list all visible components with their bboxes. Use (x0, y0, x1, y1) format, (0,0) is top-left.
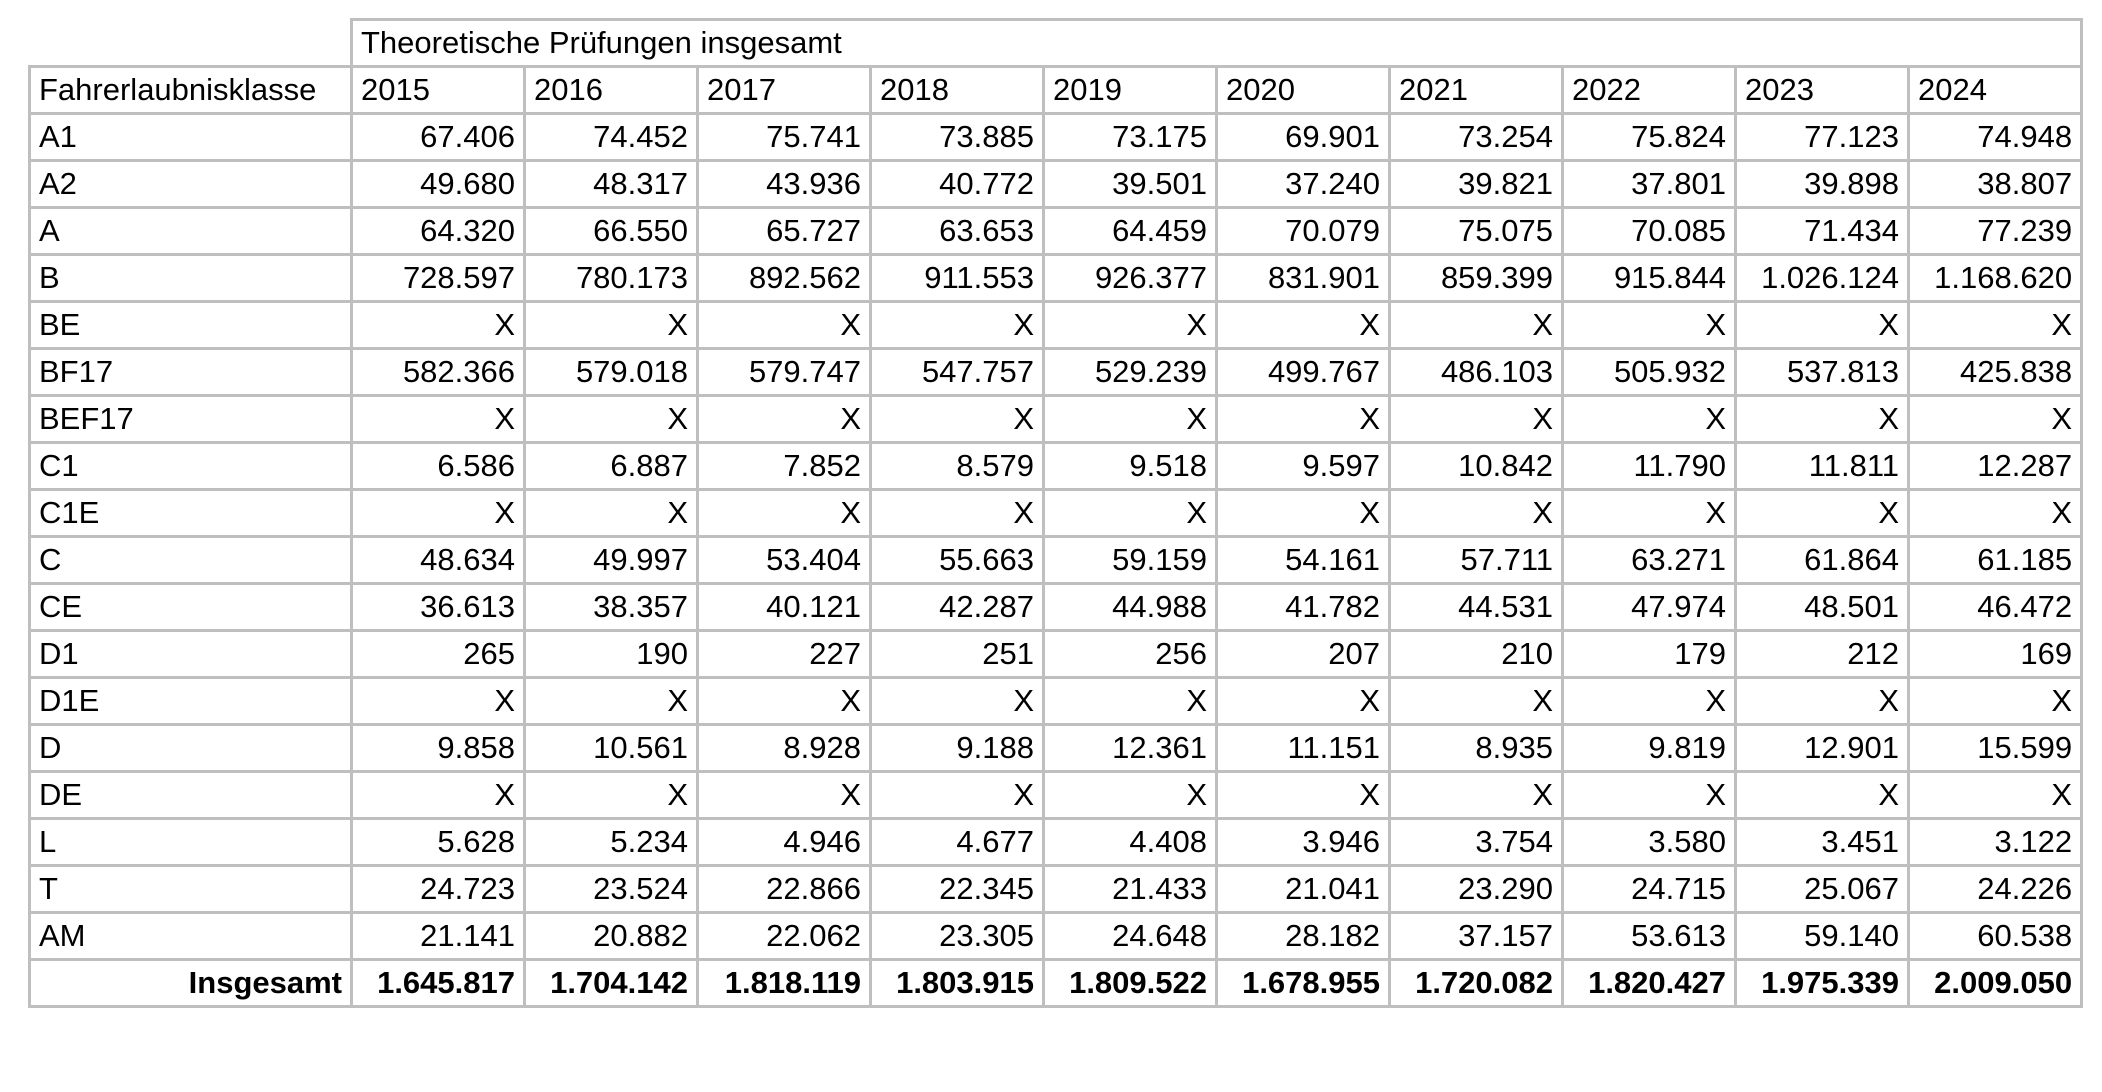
value-cell: 63.653 (871, 208, 1044, 255)
value-cell: 59.159 (1044, 537, 1217, 584)
value-cell: 212 (1736, 631, 1909, 678)
value-cell: 22.345 (871, 866, 1044, 913)
value-cell: 915.844 (1563, 255, 1736, 302)
total-value-cell: 2.009.050 (1909, 960, 2082, 1007)
class-label: C1 (30, 443, 352, 490)
class-label: B (30, 255, 352, 302)
year-header-cell: 2015 (352, 67, 525, 114)
value-cell: X (352, 396, 525, 443)
value-cell: 37.240 (1217, 161, 1390, 208)
value-cell: 61.185 (1909, 537, 2082, 584)
value-cell: X (1044, 490, 1217, 537)
class-label: C1E (30, 490, 352, 537)
value-cell: X (1909, 678, 2082, 725)
value-cell: X (352, 678, 525, 725)
table-row (30, 396, 2082, 443)
year-header-cell: 2022 (1563, 67, 1736, 114)
value-cell: 256 (1044, 631, 1217, 678)
value-cell: X (1563, 396, 1736, 443)
value-cell: X (1390, 772, 1563, 819)
class-label: BE (30, 302, 352, 349)
row-header-label: Fahrerlaubnisklasse (30, 67, 352, 114)
value-cell: 59.140 (1736, 913, 1909, 960)
value-cell: 64.459 (1044, 208, 1217, 255)
total-row (30, 960, 2082, 1007)
table-row (30, 443, 2082, 490)
value-cell: 67.406 (352, 114, 525, 161)
value-cell: 55.663 (871, 537, 1044, 584)
value-cell: 66.550 (525, 208, 698, 255)
class-label: A1 (30, 114, 352, 161)
class-label: D1E (30, 678, 352, 725)
value-cell: 911.553 (871, 255, 1044, 302)
table-row (30, 678, 2082, 725)
value-cell: X (1044, 772, 1217, 819)
value-cell: X (352, 302, 525, 349)
table-row (30, 161, 2082, 208)
value-cell: 69.901 (1217, 114, 1390, 161)
value-cell: 6.887 (525, 443, 698, 490)
value-cell: 49.997 (525, 537, 698, 584)
year-header-cell: 2020 (1217, 67, 1390, 114)
value-cell: X (871, 302, 1044, 349)
table-row (30, 208, 2082, 255)
table-row (30, 255, 2082, 302)
value-cell: X (1044, 302, 1217, 349)
value-cell: 70.085 (1563, 208, 1736, 255)
value-cell: 265 (352, 631, 525, 678)
value-cell: 7.852 (698, 443, 871, 490)
value-cell: 40.121 (698, 584, 871, 631)
value-cell: 39.898 (1736, 161, 1909, 208)
value-cell: 547.757 (871, 349, 1044, 396)
year-header-cell: 2021 (1390, 67, 1563, 114)
table-row (30, 537, 2082, 584)
class-label: A (30, 208, 352, 255)
value-cell: 579.018 (525, 349, 698, 396)
value-cell: 39.821 (1390, 161, 1563, 208)
class-label: D1 (30, 631, 352, 678)
value-cell: X (1390, 490, 1563, 537)
total-value-cell: 1.975.339 (1736, 960, 1909, 1007)
value-cell: 38.807 (1909, 161, 2082, 208)
total-value-cell: 1.803.915 (871, 960, 1044, 1007)
total-value-cell: 1.645.817 (352, 960, 525, 1007)
class-label: T (30, 866, 352, 913)
value-cell: X (525, 772, 698, 819)
value-cell: 53.404 (698, 537, 871, 584)
value-cell: 207 (1217, 631, 1390, 678)
value-cell: 3.451 (1736, 819, 1909, 866)
value-cell: 75.824 (1563, 114, 1736, 161)
value-cell: 780.173 (525, 255, 698, 302)
value-cell: 23.305 (871, 913, 1044, 960)
table-row (30, 584, 2082, 631)
value-cell: 892.562 (698, 255, 871, 302)
value-cell: 12.901 (1736, 725, 1909, 772)
value-cell: 5.234 (525, 819, 698, 866)
total-label: Insgesamt (30, 960, 352, 1007)
value-cell: 5.628 (352, 819, 525, 866)
value-cell: X (698, 396, 871, 443)
value-cell: X (1044, 396, 1217, 443)
value-cell: 71.434 (1736, 208, 1909, 255)
value-cell: X (1736, 396, 1909, 443)
class-label: BEF17 (30, 396, 352, 443)
data-table (28, 18, 2083, 1008)
value-cell: 926.377 (1044, 255, 1217, 302)
value-cell: 70.079 (1217, 208, 1390, 255)
value-cell: X (1044, 678, 1217, 725)
value-cell: X (698, 302, 871, 349)
value-cell: 20.882 (525, 913, 698, 960)
value-cell: X (1217, 772, 1390, 819)
value-cell: 25.067 (1736, 866, 1909, 913)
class-label: D (30, 725, 352, 772)
table-row (30, 913, 2082, 960)
table-row (30, 772, 2082, 819)
value-cell: X (1909, 490, 2082, 537)
value-cell: 47.974 (1563, 584, 1736, 631)
group-header: Theoretische Prüfungen insgesamt (352, 20, 2082, 67)
value-cell: 75.741 (698, 114, 871, 161)
value-cell: 486.103 (1390, 349, 1563, 396)
value-cell: X (871, 772, 1044, 819)
value-cell: 61.864 (1736, 537, 1909, 584)
value-cell: 75.075 (1390, 208, 1563, 255)
value-cell: 3.122 (1909, 819, 2082, 866)
value-cell: 43.936 (698, 161, 871, 208)
value-cell: 4.408 (1044, 819, 1217, 866)
table-row (30, 490, 2082, 537)
class-label: DE (30, 772, 352, 819)
empty-corner-cell (30, 20, 352, 67)
class-label: C (30, 537, 352, 584)
total-value-cell: 1.720.082 (1390, 960, 1563, 1007)
table-row (30, 114, 2082, 161)
value-cell: X (525, 396, 698, 443)
class-label: CE (30, 584, 352, 631)
value-cell: 4.677 (871, 819, 1044, 866)
year-header-cell: 2016 (525, 67, 698, 114)
value-cell: 190 (525, 631, 698, 678)
value-cell: 54.161 (1217, 537, 1390, 584)
value-cell: 23.524 (525, 866, 698, 913)
total-value-cell: 1.818.119 (698, 960, 871, 1007)
value-cell: 53.613 (1563, 913, 1736, 960)
group-header-row (30, 20, 2082, 67)
value-cell: 28.182 (1217, 913, 1390, 960)
value-cell: 8.935 (1390, 725, 1563, 772)
table-row (30, 819, 2082, 866)
value-cell: 9.819 (1563, 725, 1736, 772)
value-cell: 3.580 (1563, 819, 1736, 866)
value-cell: 42.287 (871, 584, 1044, 631)
value-cell: X (1736, 772, 1909, 819)
value-cell: 728.597 (352, 255, 525, 302)
value-cell: 499.767 (1217, 349, 1390, 396)
table-row (30, 349, 2082, 396)
value-cell: 24.715 (1563, 866, 1736, 913)
value-cell: X (1909, 396, 2082, 443)
value-cell: X (1563, 302, 1736, 349)
value-cell: X (1390, 302, 1563, 349)
value-cell: 48.317 (525, 161, 698, 208)
value-cell: X (698, 678, 871, 725)
value-cell: X (525, 302, 698, 349)
value-cell: 44.988 (1044, 584, 1217, 631)
value-cell: 582.366 (352, 349, 525, 396)
value-cell: 63.271 (1563, 537, 1736, 584)
value-cell: X (1390, 396, 1563, 443)
value-cell: 227 (698, 631, 871, 678)
value-cell: 251 (871, 631, 1044, 678)
value-cell: X (698, 490, 871, 537)
value-cell: 10.561 (525, 725, 698, 772)
value-cell: X (1217, 302, 1390, 349)
value-cell: 41.782 (1217, 584, 1390, 631)
value-cell: X (1909, 302, 2082, 349)
value-cell: 77.239 (1909, 208, 2082, 255)
value-cell: 12.361 (1044, 725, 1217, 772)
value-cell: 37.801 (1563, 161, 1736, 208)
value-cell: 60.538 (1909, 913, 2082, 960)
value-cell: 11.790 (1563, 443, 1736, 490)
value-cell: 6.586 (352, 443, 525, 490)
year-header-row (30, 67, 2082, 114)
total-value-cell: 1.678.955 (1217, 960, 1390, 1007)
value-cell: X (871, 678, 1044, 725)
value-cell: 73.885 (871, 114, 1044, 161)
value-cell: 22.866 (698, 866, 871, 913)
total-value-cell: 1.809.522 (1044, 960, 1217, 1007)
value-cell: X (871, 396, 1044, 443)
value-cell: X (1736, 490, 1909, 537)
total-value-cell: 1.820.427 (1563, 960, 1736, 1007)
value-cell: 74.452 (525, 114, 698, 161)
value-cell: 21.433 (1044, 866, 1217, 913)
table-row (30, 866, 2082, 913)
value-cell: X (352, 772, 525, 819)
value-cell: 36.613 (352, 584, 525, 631)
total-value-cell: 1.704.142 (525, 960, 698, 1007)
value-cell: 49.680 (352, 161, 525, 208)
value-cell: 169 (1909, 631, 2082, 678)
value-cell: 22.062 (698, 913, 871, 960)
value-cell: 57.711 (1390, 537, 1563, 584)
value-cell: 1.168.620 (1909, 255, 2082, 302)
value-cell: 23.290 (1390, 866, 1563, 913)
value-cell: 40.772 (871, 161, 1044, 208)
value-cell: 46.472 (1909, 584, 2082, 631)
value-cell: 37.157 (1390, 913, 1563, 960)
value-cell: 21.041 (1217, 866, 1390, 913)
value-cell: 9.518 (1044, 443, 1217, 490)
value-cell: 73.175 (1044, 114, 1217, 161)
year-header-cell: 2019 (1044, 67, 1217, 114)
value-cell: 831.901 (1217, 255, 1390, 302)
table-row (30, 725, 2082, 772)
value-cell: X (525, 678, 698, 725)
value-cell: X (1563, 772, 1736, 819)
value-cell: X (1909, 772, 2082, 819)
year-header-cell: 2023 (1736, 67, 1909, 114)
value-cell: 48.634 (352, 537, 525, 584)
value-cell: 4.946 (698, 819, 871, 866)
table-body (30, 20, 2082, 1007)
value-cell: 24.226 (1909, 866, 2082, 913)
value-cell: 64.320 (352, 208, 525, 255)
value-cell: 425.838 (1909, 349, 2082, 396)
value-cell: X (352, 490, 525, 537)
value-cell: 9.188 (871, 725, 1044, 772)
year-header-cell: 2018 (871, 67, 1044, 114)
class-label: BF17 (30, 349, 352, 396)
value-cell: 3.754 (1390, 819, 1563, 866)
value-cell: X (698, 772, 871, 819)
value-cell: X (1736, 302, 1909, 349)
value-cell: 11.811 (1736, 443, 1909, 490)
value-cell: X (1563, 490, 1736, 537)
value-cell: 3.946 (1217, 819, 1390, 866)
value-cell: 38.357 (525, 584, 698, 631)
value-cell: X (871, 490, 1044, 537)
value-cell: 1.026.124 (1736, 255, 1909, 302)
value-cell: 21.141 (352, 913, 525, 960)
value-cell: 77.123 (1736, 114, 1909, 161)
class-label: L (30, 819, 352, 866)
value-cell: 24.648 (1044, 913, 1217, 960)
value-cell: 48.501 (1736, 584, 1909, 631)
value-cell: 24.723 (352, 866, 525, 913)
year-header-cell: 2024 (1909, 67, 2082, 114)
value-cell: X (525, 490, 698, 537)
value-cell: 579.747 (698, 349, 871, 396)
value-cell: 15.599 (1909, 725, 2082, 772)
value-cell: X (1563, 678, 1736, 725)
value-cell: 65.727 (698, 208, 871, 255)
value-cell: X (1217, 678, 1390, 725)
value-cell: 74.948 (1909, 114, 2082, 161)
value-cell: 44.531 (1390, 584, 1563, 631)
value-cell: 73.254 (1390, 114, 1563, 161)
value-cell: 11.151 (1217, 725, 1390, 772)
value-cell: 505.932 (1563, 349, 1736, 396)
value-cell: 210 (1390, 631, 1563, 678)
table-row (30, 631, 2082, 678)
value-cell: X (1390, 678, 1563, 725)
value-cell: 12.287 (1909, 443, 2082, 490)
value-cell: 39.501 (1044, 161, 1217, 208)
value-cell: 529.239 (1044, 349, 1217, 396)
class-label: A2 (30, 161, 352, 208)
value-cell: X (1736, 678, 1909, 725)
value-cell: X (1217, 396, 1390, 443)
value-cell: 8.928 (698, 725, 871, 772)
value-cell: 10.842 (1390, 443, 1563, 490)
year-header-cell: 2017 (698, 67, 871, 114)
value-cell: X (1217, 490, 1390, 537)
value-cell: 859.399 (1390, 255, 1563, 302)
value-cell: 9.858 (352, 725, 525, 772)
class-label: AM (30, 913, 352, 960)
value-cell: 9.597 (1217, 443, 1390, 490)
value-cell: 179 (1563, 631, 1736, 678)
value-cell: 537.813 (1736, 349, 1909, 396)
value-cell: 8.579 (871, 443, 1044, 490)
table-row (30, 302, 2082, 349)
